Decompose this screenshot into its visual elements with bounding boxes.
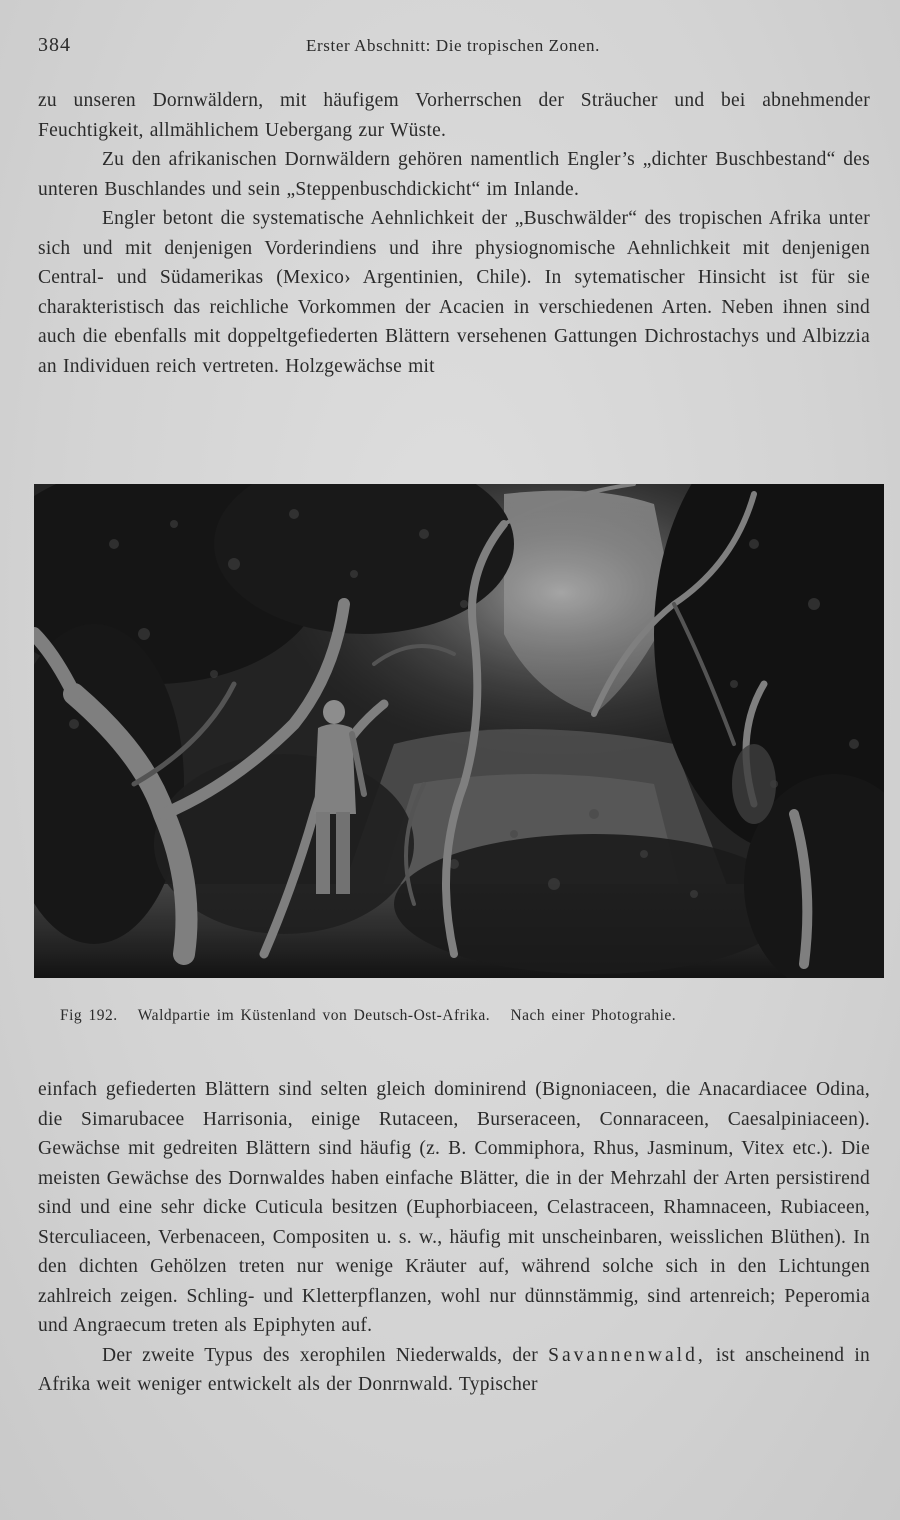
figure-credit: Nach einer Photograhie.: [510, 1007, 677, 1024]
paragraph-continuation: zu unseren Dornwäldern, mit häufigem Vorherrschen der Sträucher und bei abnehmender Feuchtigkeit, allmählichem Uebergang zur Wüste.: [38, 90, 870, 141]
figure-caption-text: Waldpartie im Küstenland von Deutsch-Ost-Afrika.: [137, 1007, 491, 1024]
paragraph-dornwaelder: Zu den afrikanischen Dornwäldern gehören namentlich Engler’s „dichter Buschbestand“ des unteren Buschlandes und sein „Steppenbuschdickicht“ im Inlande.: [38, 149, 870, 200]
body-text-top: [38, 86, 870, 381]
page-number: 384: [38, 34, 71, 56]
figure-photograph: [34, 484, 884, 978]
figure-label: Fig 192.: [60, 1007, 118, 1024]
paragraph-blaetter: einfach gefiederten Blättern sind selten gleich dominirend (Bignoniaceen, die Anacardiacee Odina, die Simarubacee Harrisonia, einige Rutaceen, Burseraceen, Connaraceen, Caesalpiniaceen). Gewächse mit gedreiten Blättern sind häufig (z. B. Commiphora, Rhus, Jasminum, Vitex etc.). Die meisten Gewächse des Dornwaldes haben einfache Blätter, die in der Mehrzahl der Arten persistirend sind und eine sehr dicke Cuticula besitzen (Euphorbiaceen, Celastraceen, Rhamnaceen, Rubiaceen, Sterculiaceen, Verbenaceen, Compositen u. s. w., häufig mit unscheinbaren, weisslichen Blüthen). In den dichten Gehölzen treten nur wenige Kräuter auf, während solche sich in den Lichtungen zahlreich zeigen. Schling- und Kletterpflanzen, wohl nur dünnstämmig, sind artenreich; Peperomia und Angraecum treten als Epiphyten auf.: [38, 1079, 870, 1336]
running-title: Erster Abschnitt: Die tropischen Zonen.: [306, 36, 600, 55]
forest-photo: [34, 484, 884, 978]
savannenwald-intro: Der zweite Typus des xerophilen Niederwalds, der: [102, 1344, 539, 1366]
savannenwald-rest: ist anscheinend in Afrika weit weniger entwickelt als der Donrnwald. Typischer: [38, 1344, 871, 1395]
paragraph-engler: Engler betont die systematische Aehnlichkeit der „Buschwälder“ des tropischen Afrika unter sich und mit denjenigen Vorderindiens und ihre physiognomische Aehnlichkeit mit denjenigen Central- und Südamerikas (Mexico› Argentinien, Chile). In sytematischer Hinsicht ist für sie charakteristisch das reichliche Vorkommen der Acacien in verschiedenen Arten. Neben ihnen sind auch die ebenfalls mit doppeltgefiederten Blättern versehenen Gattungen Dichrostachys und Albizzia an Individuen reich vertreten. Holzgewächse mit: [38, 208, 870, 377]
paragraph-savannenwald: [38, 1341, 870, 1400]
page-header: [38, 34, 868, 58]
savannenwald-term: Savannenwald,: [548, 1344, 706, 1366]
body-text-bottom: [38, 1075, 870, 1400]
figure-caption: [60, 1007, 860, 1025]
